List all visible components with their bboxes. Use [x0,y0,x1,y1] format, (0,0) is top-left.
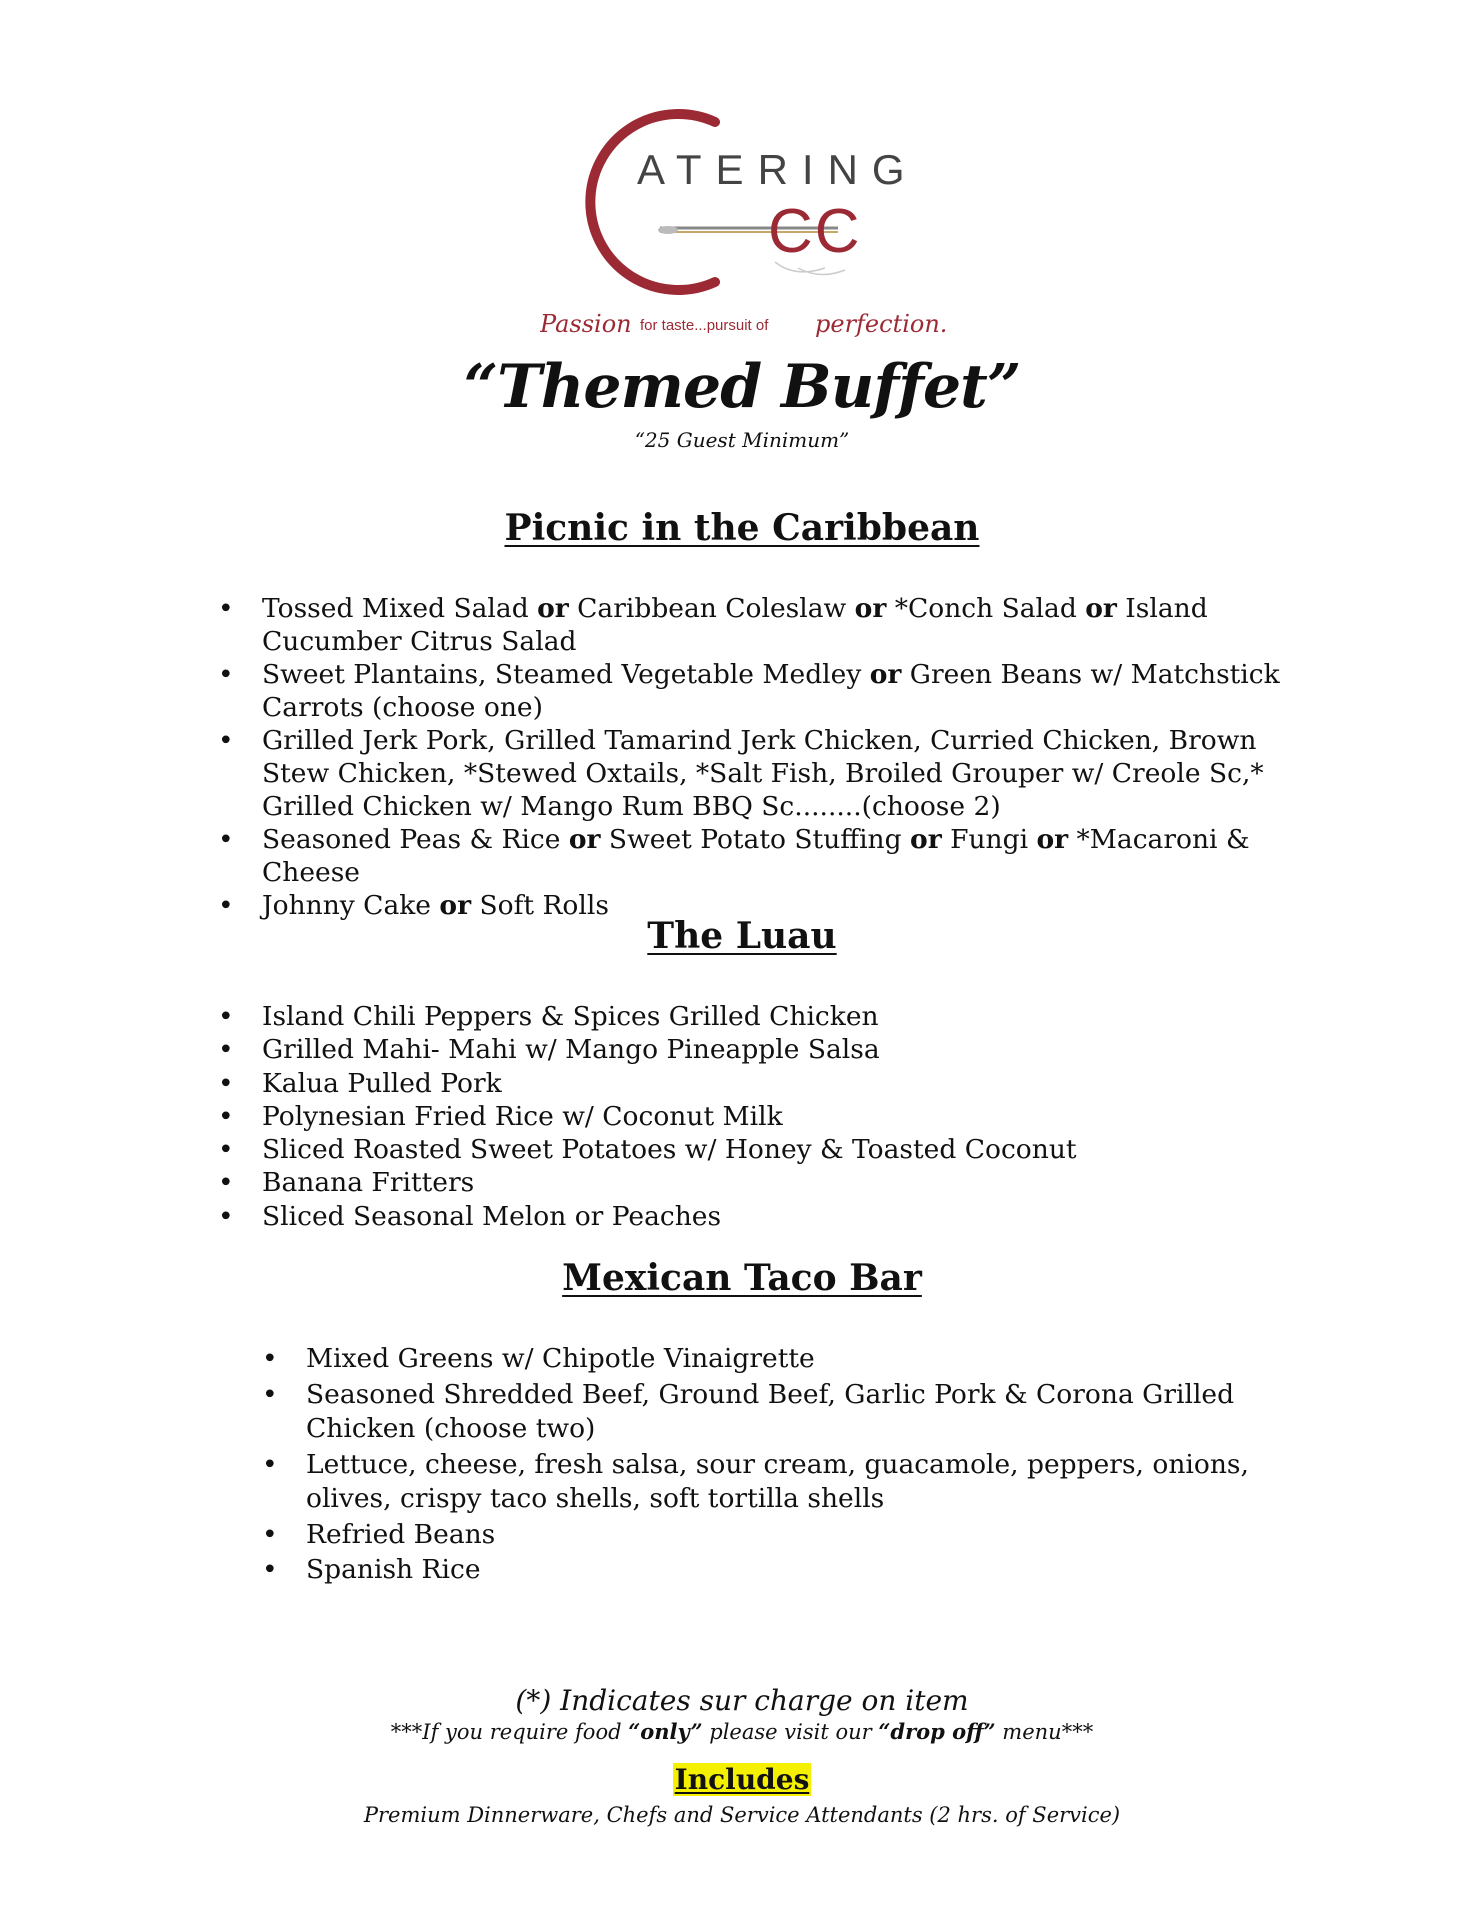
includes-label: Includes [674,1763,810,1796]
logo-subtext: CC [768,197,862,266]
menu-item: • Mixed Greens w/ Chipotle Vinaigrette [262,1342,1322,1377]
tagline [540,302,960,352]
includes-heading [0,1763,1484,1796]
tagline-perfection: perfection. [815,310,948,338]
menu-item: • Kalua Pulled Pork [218,1067,1318,1100]
menu-item: • Grilled Mahi- Mahi w/ Mango Pineapple Salsa [218,1033,1318,1066]
menu-list-luau [218,1000,1318,1233]
tagline-middle: for taste...pursuit of [640,317,769,334]
menu-item: • Grilled Jerk Pork, Grilled Tamarind Jerk Chicken, Curried Chicken, Brown Stew Chicken, *Stewed Oxtails, *Salt Fish, Broiled Grouper w/ Creole Sc,* Grilled Chicken w/ Mango Rum BBQ Sc........(choose 2) [218,724,1318,823]
logo-text: ATERING [637,146,919,193]
surcharge-note: (*) Indicates sur charge on item [515,1684,969,1717]
includes-text: Premium Dinnerware, Chefs and Service Attendants (2 hrs. of Service) [363,1803,1121,1827]
menu-item: • Polynesian Fried Rice w/ Coconut Milk [218,1100,1318,1133]
menu-item: • Lettuce, cheese, fresh salsa, sour cream, guacamole, peppers, onions, olives, crispy taco shells, soft tortilla shells [262,1448,1322,1517]
menu-item: • Banana Fritters [218,1166,1318,1199]
dropoff-note: ***If you require food “only” please visit our “drop off” menu*** [390,1719,1094,1744]
tagline-passion: Passion [540,310,632,338]
menu-item: • Seasoned Peas & Rice or Sweet Potato Stuffing or Fungi or *Macaroni & Cheese [218,823,1318,889]
menu-list-caribbean [218,592,1318,922]
menu-item: • Sliced Seasonal Melon or Peaches [218,1200,1318,1233]
menu-item: • Sweet Plantains, Steamed Vegetable Medley or Green Beans w/ Matchstick Carrots (choose one) [218,658,1318,724]
section-title-caribbean: Picnic in the Caribbean [504,507,980,549]
menu-item: • Island Chili Peppers & Spices Grilled Chicken [218,1000,1318,1033]
menu-item: • Tossed Mixed Salad or Caribbean Coleslaw or *Conch Salad or Island Cucumber Citrus Salad [218,592,1318,658]
page-subtitle: “25 Guest Minimum” [634,428,850,452]
menu-item: • Seasoned Shredded Beef, Ground Beef, Garlic Pork & Corona Grilled Chicken (choose two) [262,1378,1322,1447]
menu-list-taco-bar [262,1342,1322,1589]
section-title-taco-bar: Mexican Taco Bar [562,1257,922,1299]
menu-item: • Johnny Cake or Soft Rolls [218,889,1318,922]
menu-item: • Sliced Roasted Sweet Potatoes w/ Honey & Toasted Coconut [218,1133,1318,1166]
section-title-luau: The Luau [647,915,837,957]
menu-item: • Spanish Rice [262,1553,1322,1588]
menu-item: • Refried Beans [262,1518,1322,1553]
page-title: “Themed Buffet” [463,352,1021,422]
